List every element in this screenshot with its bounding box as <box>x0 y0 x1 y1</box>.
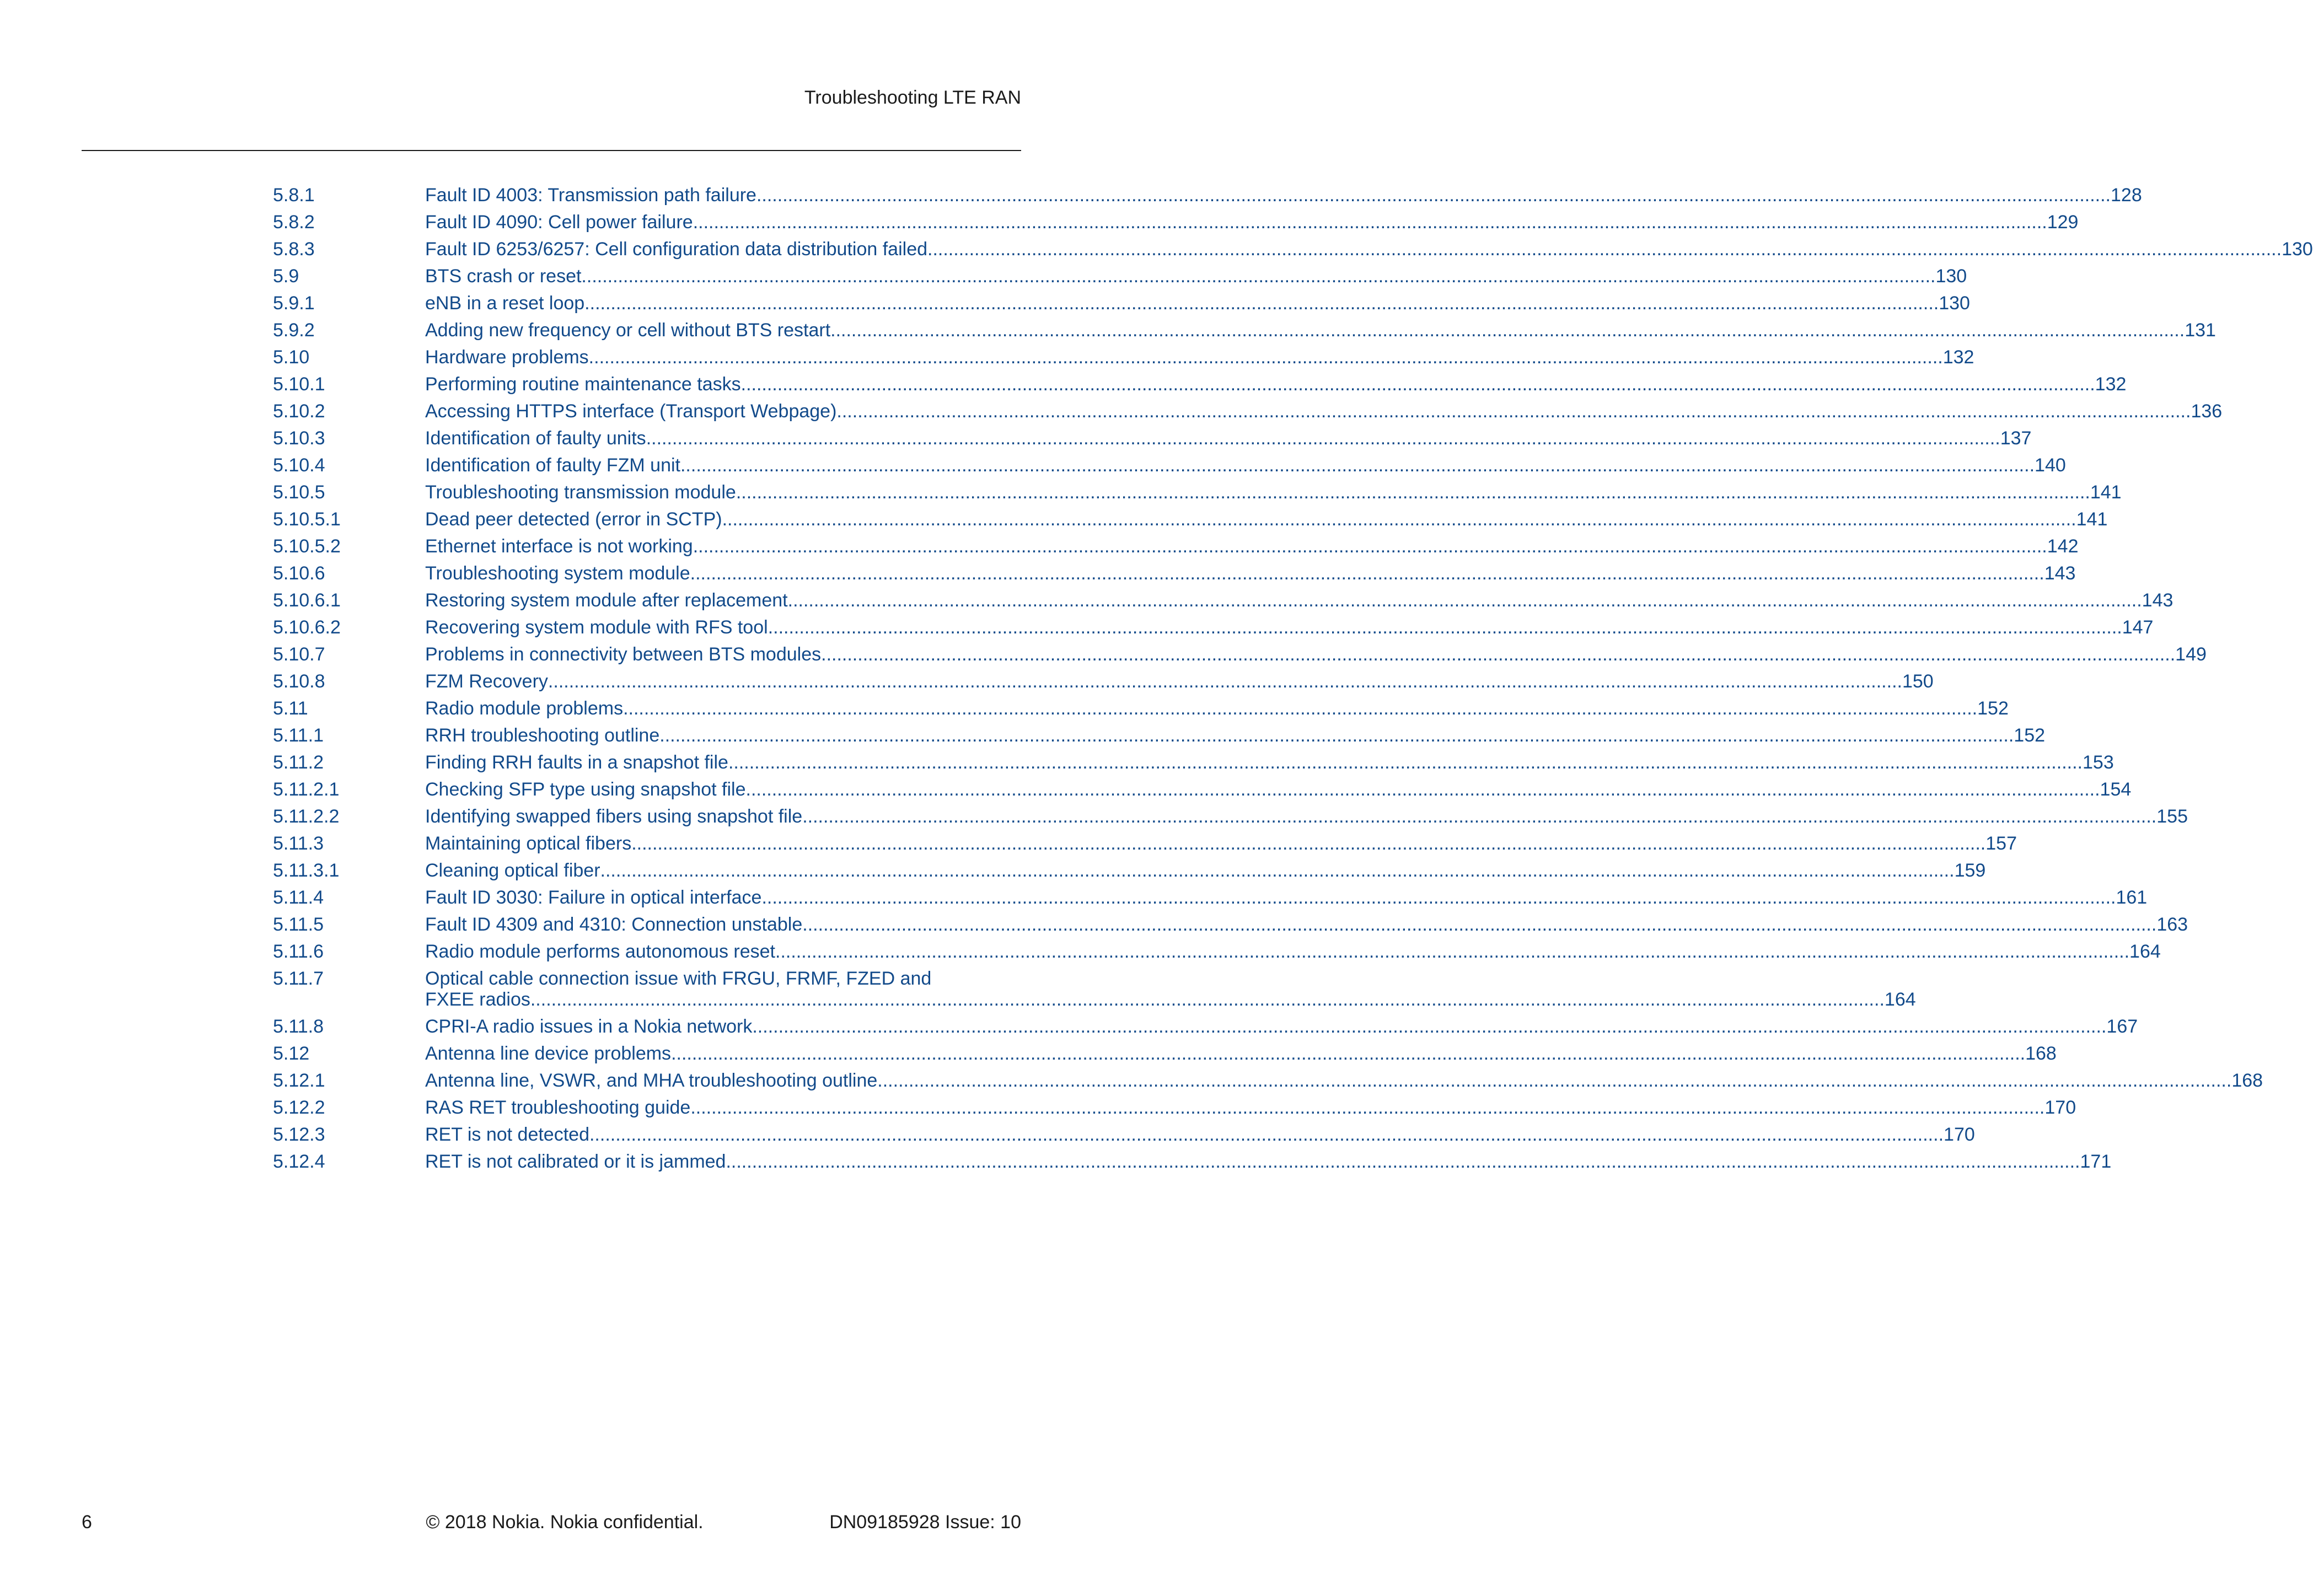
toc-entry-title[interactable]: Hardware problems <box>425 347 589 368</box>
toc-entry-title[interactable]: Antenna line, VSWR, and MHA troubleshooting outline <box>425 1070 878 1091</box>
toc-entry-title[interactable]: Dead peer detected (error in SCTP) <box>425 509 722 530</box>
toc-entry-number: 5.11.6 <box>273 941 324 962</box>
toc-entry[interactable] <box>273 752 2114 773</box>
toc-entry[interactable] <box>273 185 2142 206</box>
toc-entry-page[interactable]: 128 <box>2111 185 2142 206</box>
toc-entry-page[interactable]: 168 <box>2025 1043 2057 1064</box>
toc-dot-leader <box>690 563 2044 584</box>
toc-entry[interactable] <box>273 509 2108 530</box>
toc-entry-page[interactable]: 152 <box>1977 698 2009 719</box>
toc-entry[interactable] <box>273 779 2132 800</box>
toc-entry-page[interactable]: 154 <box>2100 779 2132 800</box>
toc-dot-leader <box>548 671 1902 692</box>
toc-dot-leader <box>530 989 1885 1010</box>
toc-entry-title[interactable]: RAS RET troubleshooting guide <box>425 1097 691 1118</box>
toc-dot-leader <box>768 617 2122 638</box>
toc-entry-title[interactable]: Identifying swapped fibers using snapshot file <box>425 806 803 827</box>
toc-entry-number: 5.12.4 <box>273 1151 325 1172</box>
toc-entry-number: 5.10.3 <box>273 428 325 449</box>
toc-entry-page[interactable]: 143 <box>2142 590 2174 611</box>
toc-entry-number: 5.11 <box>273 698 308 719</box>
toc-entry-number: 5.10.8 <box>273 671 325 692</box>
toc-entry[interactable] <box>273 968 1916 1010</box>
toc-entry-number: 5.10.5.1 <box>273 509 341 530</box>
toc-entry-number: 5.10.7 <box>273 644 325 665</box>
toc-entry-title[interactable]: Fault ID 6253/6257: Cell configuration data distribution failed <box>425 239 928 260</box>
toc-entry[interactable] <box>273 320 2216 341</box>
toc-entry-number: 5.10.6.2 <box>273 617 341 638</box>
toc-entry-title[interactable]: Identification of faulty FZM unit <box>425 455 680 476</box>
toc-dot-leader <box>726 1151 2080 1172</box>
toc-entry[interactable] <box>273 212 2079 233</box>
toc-entry-number: 5.11.1 <box>273 725 324 746</box>
toc-entry[interactable] <box>273 347 1974 368</box>
toc-entry-page[interactable]: 168 <box>2231 1070 2263 1091</box>
toc-entry-number: 5.11.7 <box>273 968 324 989</box>
toc-entry-title[interactable]: Problems in connectivity between BTS modules <box>425 644 822 665</box>
toc-entry[interactable] <box>273 293 1970 314</box>
toc-entry-title[interactable]: BTS crash or reset <box>425 266 582 287</box>
toc-entry-title[interactable]: Fault ID 4003: Transmission path failure <box>425 185 756 206</box>
toc-entry-number: 5.11.3.1 <box>273 860 340 881</box>
table-of-contents <box>273 185 2313 1178</box>
toc-entry-title[interactable]: Recovering system module with RFS tool <box>425 617 768 638</box>
toc-entry[interactable] <box>273 1151 2112 1172</box>
toc-dot-leader <box>690 1097 2044 1118</box>
toc-entry-title[interactable]: Troubleshooting transmission module <box>425 482 736 503</box>
toc-entry-number: 5.10.5.2 <box>273 536 341 557</box>
toc-entry-title[interactable]: FXEE radios <box>425 989 530 1010</box>
toc-dot-leader <box>821 644 2175 665</box>
toc-dot-leader <box>584 293 1939 314</box>
toc-entry-number: 5.12 <box>273 1043 310 1064</box>
toc-entry-page[interactable]: 161 <box>2116 887 2148 908</box>
toc-entry-number: 5.11.8 <box>273 1016 324 1037</box>
toc-entry-number: 5.8.2 <box>273 212 315 233</box>
toc-entry-page[interactable]: 157 <box>1985 833 2017 854</box>
toc-entry-title[interactable]: Identification of faulty units <box>425 428 646 449</box>
toc-dot-leader <box>659 725 2014 746</box>
toc-entry-title[interactable]: RET is not detected <box>425 1124 589 1145</box>
toc-entry-title[interactable]: RET is not calibrated or it is jammed <box>425 1151 726 1172</box>
toc-dot-leader <box>722 509 2076 530</box>
toc-entry-number: 5.8.3 <box>273 239 315 260</box>
toc-entry-title[interactable]: Maintaining optical fibers <box>425 833 632 854</box>
toc-dot-leader <box>741 374 2095 395</box>
toc-entry-page[interactable]: 170 <box>2044 1097 2076 1118</box>
toc-dot-leader <box>680 455 2035 476</box>
toc-dot-leader <box>693 212 2047 233</box>
toc-entry-number: 5.11.2.1 <box>273 779 340 800</box>
toc-entry-page[interactable]: 130 <box>1939 293 1970 314</box>
toc-entry-title[interactable]: Accessing HTTPS interface (Transport Webpage) <box>425 401 837 422</box>
toc-entry-title[interactable]: Finding RRH faults in a snapshot file <box>425 752 728 773</box>
toc-entry-number: 5.10.6.1 <box>273 590 341 611</box>
toc-entry-page[interactable]: 167 <box>2106 1016 2138 1037</box>
toc-dot-leader <box>600 860 1955 881</box>
toc-entry[interactable] <box>273 266 1967 287</box>
toc-dot-leader <box>581 266 1935 287</box>
toc-dot-leader <box>788 590 2142 611</box>
toc-entry-page[interactable]: 136 <box>2191 401 2223 422</box>
toc-entry[interactable] <box>273 1070 2263 1091</box>
toc-entry-page[interactable]: 155 <box>2156 806 2188 827</box>
toc-dot-leader <box>830 320 2185 341</box>
toc-entry-page[interactable]: 140 <box>2035 455 2066 476</box>
toc-entry[interactable] <box>273 914 2188 935</box>
toc-entry-number: 5.8.1 <box>273 185 315 206</box>
toc-entry-page[interactable]: 131 <box>2185 320 2216 341</box>
toc-entry[interactable] <box>273 1097 2076 1118</box>
toc-dot-leader <box>927 239 2282 260</box>
toc-dot-leader <box>752 1016 2106 1037</box>
toc-entry-number: 5.10.5 <box>273 482 325 503</box>
toc-entry-page[interactable]: 130 <box>2282 239 2313 260</box>
toc-entry-number: 5.10.2 <box>273 401 325 422</box>
footer-page-number: 6 <box>82 1512 92 1533</box>
toc-dot-leader <box>775 941 2129 962</box>
toc-dot-leader <box>761 887 2116 908</box>
toc-entry[interactable] <box>273 617 2154 638</box>
toc-entry-title[interactable]: Fault ID 3030: Failure in optical interface <box>425 887 762 908</box>
toc-dot-leader <box>589 1124 1944 1145</box>
toc-entry[interactable] <box>273 455 2066 476</box>
toc-entry[interactable] <box>273 644 2207 665</box>
toc-entry[interactable] <box>273 887 2148 908</box>
toc-entry[interactable] <box>273 374 2127 395</box>
toc-entry-title[interactable]: Cleaning optical fiber <box>425 860 600 881</box>
toc-entry-number: 5.9.2 <box>273 320 315 341</box>
page-header-title: Troubleshooting LTE RAN <box>804 87 1021 108</box>
toc-entry-page[interactable]: 149 <box>2175 644 2207 665</box>
toc-entry-number: 5.11.4 <box>273 887 324 908</box>
toc-entry-page[interactable]: 159 <box>1954 860 1986 881</box>
toc-entry[interactable] <box>273 941 2161 962</box>
toc-entry[interactable] <box>273 860 1986 881</box>
toc-entry[interactable] <box>273 563 2076 584</box>
toc-entry-number: 5.10 <box>273 347 310 368</box>
toc-entry-title[interactable]: Radio module problems <box>425 698 624 719</box>
toc-entry-number: 5.9.1 <box>273 293 315 314</box>
toc-entry[interactable] <box>273 1016 2138 1037</box>
footer-copyright: © 2018 Nokia. Nokia confidential. <box>426 1512 704 1533</box>
toc-entry-page[interactable]: 164 <box>1884 989 1916 1010</box>
toc-entry-number: 5.10.4 <box>273 455 325 476</box>
toc-dot-leader <box>693 536 2047 557</box>
toc-entry-title[interactable]: Troubleshooting system module <box>425 563 690 584</box>
toc-entry[interactable] <box>273 590 2174 611</box>
toc-entry[interactable] <box>273 401 2223 422</box>
toc-entry-page[interactable]: 150 <box>1902 671 1934 692</box>
toc-entry-number: 5.12.3 <box>273 1124 325 1145</box>
toc-entry-page[interactable]: 142 <box>2047 536 2079 557</box>
toc-entry-title[interactable]: RRH troubleshooting outline <box>425 725 660 746</box>
toc-entry-number: 5.12.2 <box>273 1097 325 1118</box>
toc-entry[interactable] <box>273 725 2046 746</box>
toc-entry-title[interactable]: CPRI-A radio issues in a Nokia network <box>425 1016 753 1037</box>
toc-entry-title-line[interactable]: Optical cable connection issue with FRGU, FRMF, FZED and <box>425 968 932 989</box>
toc-entry[interactable] <box>273 833 2017 854</box>
toc-entry-number: 5.11.5 <box>273 914 324 935</box>
toc-dot-leader <box>646 428 2000 449</box>
toc-entry-title[interactable]: Ethernet interface is not working <box>425 536 693 557</box>
toc-dot-leader <box>877 1070 2231 1091</box>
toc-dot-leader <box>589 347 1943 368</box>
toc-dot-leader <box>631 833 1985 854</box>
toc-dot-leader <box>736 482 2090 503</box>
toc-entry-page[interactable]: 141 <box>2090 482 2122 503</box>
toc-entry-title[interactable]: Adding new frequency or cell without BTS restart <box>425 320 831 341</box>
toc-entry-number: 5.10.1 <box>273 374 325 395</box>
toc-entry-page[interactable]: 164 <box>2129 941 2161 962</box>
toc-entry-page[interactable]: 153 <box>2083 752 2114 773</box>
toc-entry[interactable] <box>273 239 2313 260</box>
toc-entry-page[interactable]: 132 <box>2095 374 2127 395</box>
toc-entry-page[interactable]: 132 <box>1942 347 1974 368</box>
toc-entry-page[interactable]: 152 <box>2014 725 2046 746</box>
toc-entry-title[interactable]: Performing routine maintenance tasks <box>425 374 741 395</box>
toc-entry-page[interactable]: 130 <box>1935 266 1967 287</box>
toc-entry-page[interactable]: 141 <box>2076 509 2108 530</box>
toc-entry-page[interactable]: 147 <box>2122 617 2154 638</box>
toc-entry-title[interactable]: Fault ID 4090: Cell power failure <box>425 212 693 233</box>
toc-dot-leader <box>756 185 2111 206</box>
toc-entry[interactable] <box>273 698 2009 719</box>
toc-entry-title[interactable]: Checking SFP type using snapshot file <box>425 779 746 800</box>
toc-entry-title[interactable]: Radio module performs autonomous reset <box>425 941 775 962</box>
toc-entry-title[interactable]: FZM Recovery <box>425 671 548 692</box>
toc-dot-leader <box>746 779 2100 800</box>
toc-entry-title[interactable]: eNB in a reset loop <box>425 293 585 314</box>
toc-dot-leader <box>728 752 2083 773</box>
toc-entry-page[interactable]: 137 <box>2000 428 2032 449</box>
toc-entry-page[interactable]: 143 <box>2044 563 2076 584</box>
toc-entry[interactable] <box>273 671 1934 692</box>
toc-dot-leader <box>802 806 2156 827</box>
toc-dot-leader <box>623 698 1977 719</box>
footer-document-id: DN09185928 Issue: 10 <box>829 1512 1021 1533</box>
toc-entry-title[interactable]: Restoring system module after replacement <box>425 590 788 611</box>
toc-entry[interactable] <box>273 536 2079 557</box>
toc-entry-number: 5.12.1 <box>273 1070 325 1091</box>
toc-entry-number: 5.11.3 <box>273 833 324 854</box>
toc-entry-page[interactable]: 163 <box>2156 914 2188 935</box>
toc-entry-page[interactable]: 129 <box>2047 212 2079 233</box>
header-divider <box>82 150 1021 151</box>
toc-entry[interactable] <box>273 428 2032 449</box>
toc-entry-page[interactable]: 170 <box>1944 1124 1975 1145</box>
toc-entry-number: 5.9 <box>273 266 299 287</box>
toc-entry[interactable] <box>273 806 2188 827</box>
toc-entry-page[interactable]: 171 <box>2080 1151 2112 1172</box>
toc-entry[interactable] <box>273 1043 2057 1064</box>
toc-dot-leader <box>802 914 2156 935</box>
toc-entry-number: 5.11.2.2 <box>273 806 340 827</box>
toc-entry[interactable] <box>273 1124 1975 1145</box>
toc-dot-leader <box>836 401 2191 422</box>
toc-entry-number: 5.11.2 <box>273 752 324 773</box>
toc-dot-leader <box>671 1043 2025 1064</box>
toc-entry-number: 5.10.6 <box>273 563 325 584</box>
toc-entry-title[interactable]: Fault ID 4309 and 4310: Connection unstable <box>425 914 803 935</box>
toc-entry[interactable] <box>273 482 2122 503</box>
toc-entry-title[interactable]: Antenna line device problems <box>425 1043 672 1064</box>
